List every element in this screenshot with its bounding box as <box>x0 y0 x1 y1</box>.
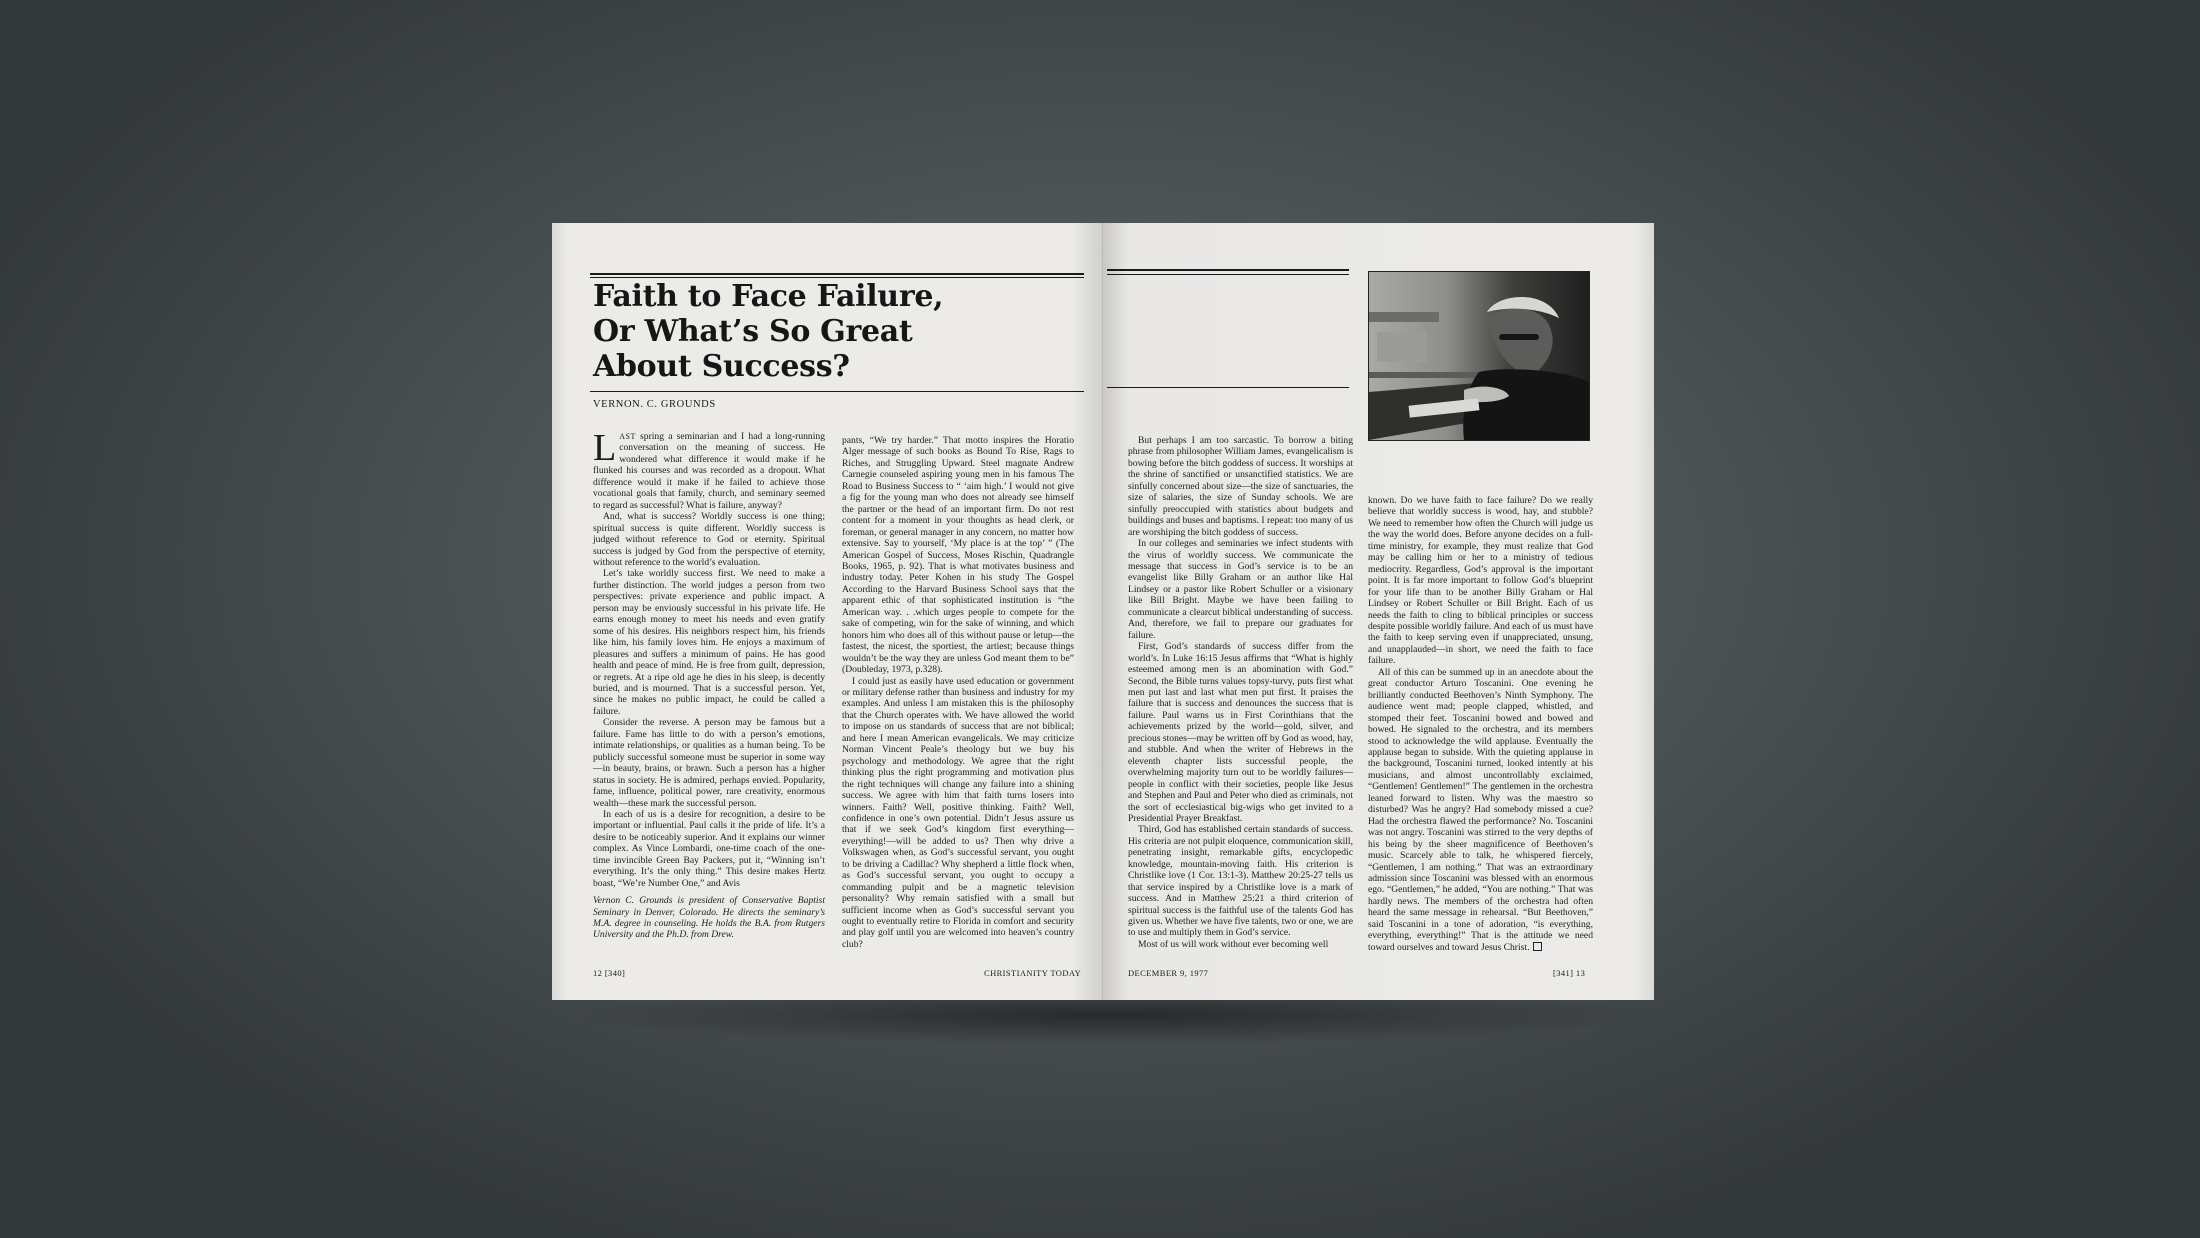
issue-date: DECEMBER 9, 1977 <box>1128 968 1209 978</box>
article-title <box>593 279 973 384</box>
paragraph: Third, God has established certain standards of success. His criteria are not pulpit eloquence, communication skill, penetrating insight, remarkable gifts, encyclopedic knowledge, mountain-moving faith. His criterion is Christlike love (1 Cor. 13:1-3). Matthew 20:25-27 tells us that service inspired by a Christlike love is a mark of success. And in Matthew 25:21 a third criterion of spiritual success is the faithful use of the talents God has given us. Whether we have five talents, two or one, we are to use and multiply them in God’s service. <box>1128 824 1353 939</box>
paragraph: And, what is success? Worldly success is one thing; spiritual success is quite different. Worldly success is judged without reference to God or eternity. Spiritual success is judged by God from the perspective of eternity, without reference to the world’s evaluation. <box>593 511 825 568</box>
right-column-2 <box>1368 495 1593 956</box>
paragraph <box>1368 667 1593 953</box>
right-page <box>1103 223 1654 1000</box>
author-photo <box>1368 271 1590 441</box>
title-line-1: Faith to Face Failure, <box>593 279 944 314</box>
title-rule-bottom <box>590 391 1084 392</box>
paragraph: But perhaps I am too sarcastic. To borrow a biting phrase from philosopher William James, evangelicalism is bowing before the bitch goddess of success. It worships at the shrine of sanctified or unsanctified statistics. We are sinfully concerned about size—the size of sanctuaries, the size of salaries, the size of Sunday schools. We are sinfully preoccupied with statistics about budgets and buildings and buses and baptisms. I repeat: too many of us are worshiping the bitch goddess of success. <box>1128 435 1353 538</box>
paragraph: pants, “We try harder.” That motto inspires the Horatio Alger message of such books as Bound To Rise, Rags to Riches, and Struggling Upward. Steel magnate Andrew Carnegie counseled aspiring young men in his famous The Road to Business Success to “ ‘aim high.’ I would not give a fig for the young man who does not already see himself the partner or the head of an important firm. Do not rest content for a moment in your thoughts as head clerk, or foreman, or general manager in any concern, no matter how extensive. Say to yourself, ‘My place is at the top’ ” (The American Gospel of Success, Moses Rischin, Quadrangle Books, 1965, p. 92). That is what motivates business and industry today. Peter Kohen in his study The Gospel According to the Harvard Business School says that the apparent ethic of that sophisticated institution is “the American way. . .which urges people to compete for the sake of competing, win for the sake of winning, and which honors him who does all of this without pause or letup—the fastest, the nicest, the sportiest, the artiest; because things wouldn’t be the way they are unless God meant them to be” (Doubleday, 1973, p.328). <box>842 435 1074 676</box>
left-column-1 <box>593 427 825 956</box>
rule-top-right <box>1107 269 1349 271</box>
paragraph: In our colleges and seminaries we infect students with the virus of worldly success. We communicate the message that success in God’s service is to be an evangelist like Billy Graham or an author like Hal Lindsey or a pastor like Robert Schuller or a visionary like Bill Bright. Maybe we have been failing to communicate a clearcut biblical understanding of success. And, therefore, we fail to prepare our graduates for failure. <box>1128 538 1353 641</box>
rule-mid-right <box>1107 274 1349 275</box>
left-page <box>552 223 1103 1000</box>
paragraph: In each of us is a desire for recognition, a desire to be important or influential. Paul calls it the pride of life. It’s a desire to be noticeably superior. And it explains our winner complex. As Vince Lombardi, one-time coach of the one-time invincible Green Bay Packers, put it, “Winning isn’t everything. It’s the only thing.” This desire makes Hertz boast, “We’re Number One,” and Avis <box>593 808 825 889</box>
page-number-right: [341] 13 <box>1553 968 1586 978</box>
paragraph: First, God’s standards of success differ from the world’s. In Luke 16:15 Jesus affirms that “What is highly esteemed among men is an abomination with God.” Second, the Bible turns values topsy-turvy, puts first what men put last and last what men put first. It praises the failure that is success and denounces the success that is failure. Paul warns us in First Corinthians that the achievements prized by the world—gold, silver, and precious stones—may be written off by God as wood, hay, and stubble. And when the writer of Hebrews in the eleventh chapter lists successful people, the overwhelming majority turn out to be worldly failures—people in conflict with their societies, people like Jesus and Stephen and Paul and Peter who died as criminals, not the sort of ecclesiastical big-wigs who get invited to a Presidential Prayer Breakfast. <box>1128 641 1353 824</box>
paragraph: Consider the reverse. A person may be famous but a failure. Fame has little to do with a person’s emotions, intimate relationships, or qualities as a human being. To be publicly successful someone must be superior in some way—in beauty, brains, or brawn. Such a person has a higher status in society. He is admired, perhaps envied. Popularity, fame, influence, political power, rare creativity, enormous wealth—these mark the successful person. <box>593 717 825 809</box>
title-rule-thin <box>590 277 1084 278</box>
title-line-3: About Success? <box>593 349 850 384</box>
paragraph: Let’s take worldly success first. We need to make a further distinction. The world judges a person from two perspectives: private experience and public impact. A person may be enviously successful in his private life. He earns enough money to meet his needs and even gratify some of his desires. His neighbors respect him, his friends like him, his family loves him. He enjoys a maximum of pleasures and suffers a minimum of pains. He has good health and peace of mind. He is free from guilt, depression, or regrets. At a ripe old age he dies in his sleep, is decently buried, and is mourned. That is a successful person. Yet, since he makes no public impact, he could be called a failure. <box>593 568 825 717</box>
magazine-spread <box>552 223 1654 1000</box>
smallcaps-lead: AST <box>619 432 636 441</box>
paragraph-text: spring a seminarian and I had a long-running conversation on the meaning of success. He wondered what difference it would make if he flunked his courses and was recorded as a dropout. What difference would it make if he failed to achieve those vocational goals that family, church, and seminary seemed to regard as successful? What is failure, anyway? <box>593 431 825 511</box>
page-number-left: 12 [340] <box>593 968 626 978</box>
author-byline: VERNON. C. GROUNDS <box>593 399 716 410</box>
left-column-2 <box>842 435 1074 956</box>
right-column-1 <box>1128 435 1353 956</box>
paragraph <box>593 427 825 511</box>
paragraph: Most of us will work without ever becoming well <box>1138 938 1329 950</box>
title-line-2: Or What’s So Great <box>593 314 913 349</box>
author-bio: Vernon C. Grounds is president of Conservative Baptist Seminary in Denver, Colorado. He directs the seminary’s M.A. degree in counseling. He holds the B.A. from Rutgers University and the Ph.D. from Drew. <box>593 895 825 941</box>
title-rule-top <box>590 273 1084 275</box>
end-mark-icon <box>1533 942 1542 951</box>
paragraph: I could just as easily have used education or government or military defense rather than business and industry for my examples. And unless I am mistaken this is the philosophy that the Church operates with. We have allowed the world to impose on us standards of success that are not biblical; and here I mean American evangelicals. We may criticize Norman Vincent Peale’s theology but we buy his psychology and methodology. We agree that the right thinking plus the right programming and motivation plus the right techniques will change any failure into a shining success. We agree with him that faith turns losers into winners. Faith? Well, positive thinking. Faith? Well, confidence in one’s own potential. Didn’t Jesus assure us that if we seek God’s kingdom first everything—everything!—will be added to us? Then why drive a Volkswagen when, as God’s successful servant, you ought to be driving a Cadillac? Why shepherd a little flock when, as God’s successful servant, you ought to occupy a commanding pulpit and be a magnetic television personality? Why remain satisfied with a small but sufficient income when as God’s successful servant you ought to eventually retire to Florida in comfort and security and play golf until you are welcomed into heaven’s country club? <box>842 675 1074 950</box>
paragraph-text: All of this can be summed up in an anecdote about the great conductor Arturo Toscanini. One evening he brilliantly conducted Beethoven’s Ninth Symphony. The audience went mad; people clapped, whistled, and stomped their feet. Toscanini bowed and bowed and bowed. He signaled to the orchestra, and its members stood to acknowledge the wild applause. Eventually the applause began to subside. With the quieting applause in the background, Toscanini turned, looked intently at his musicians, and almost uncontrollably exclaimed, “Gentlemen! Gentlemen!” The gentlemen in the orchestra leaned forward to listen. Why was the maestro so disturbed? Was he angry? Had somebody missed a cue? Had the orchestra flawed the performance? No. Toscanini was not angry. Toscanini was stirred to the very depths of his being by the sheer magnificence of Beethoven’s music. Scarcely able to talk, he whispered fiercely, “Gentlemen, I am nothing.” That was an extraordinary admission since Toscanini was blessed with an enormous ego. “Gentlemen,” he added, “You are nothing.” That was hardly news. The members of the orchestra had often heard the same message in rehearsal. “But Beethoven,” said Toscanini in a tone of adoration, “is everything, everything, everything!” That is the attitude we need toward ourselves and toward Jesus Christ. <box>1368 666 1593 953</box>
drop-cap: L <box>593 427 617 469</box>
rule-bottom-right <box>1107 387 1349 388</box>
magazine-name: CHRISTIANITY TODAY <box>984 968 1082 978</box>
photo-image <box>1369 272 1589 440</box>
paragraph: known. Do we have faith to face failure? Do we really believe that worldly success is wood, hay, and stubble? We need to remember how often the Church will judge us the way the world does. Before anyone decides on a full-time ministry, for example, they must realize that God may be calling him or her to a ministry of tedious mediocrity. Regardless, God’s approval is the important point. It is far more important to follow God’s blueprint for your life than to be another Billy Graham or Hal Lindsey or Robert Schuller or Bill Bright. Each of us needs the faith to cling to biblical principles or success despite possible worldly failure. And each of us must have the faith to keep serving even if unappreciated, unsung, and unapplauded—in short, we need the faith to face failure. <box>1368 495 1593 667</box>
